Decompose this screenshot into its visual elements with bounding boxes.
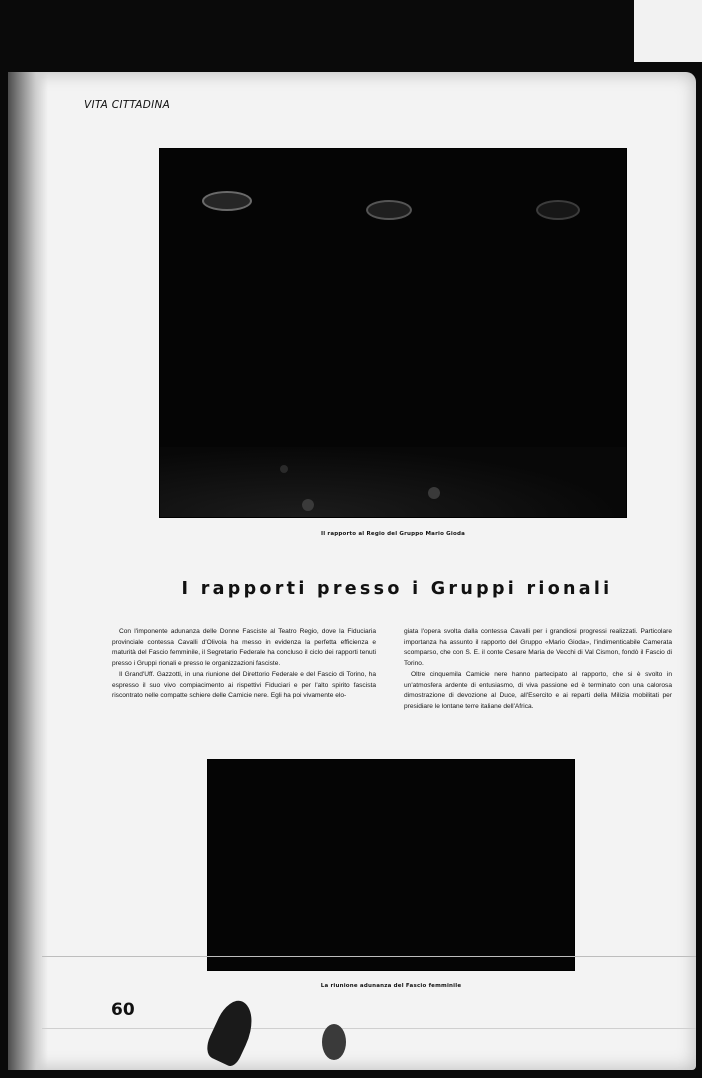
page-spine-shadow <box>8 72 48 1070</box>
paragraph: Il Grand'Uff. Gazzotti, in una riunione del Direttorio Federale e del Fascio di Torino, ha espresso il suo vivo compiacimento ai rispettivi Fiduciari e per l'alto spirito fascista riscontrato nelle compatte schiere delle Camicie nere. Egli ha poi vivamente elo- <box>112 670 376 700</box>
page-number: 60 <box>111 1000 135 1020</box>
chandelier <box>366 200 412 220</box>
theater-assembly-photo <box>160 149 626 517</box>
audience-head <box>280 465 288 473</box>
audience-head <box>302 499 314 511</box>
photo-caption: La riunione adunanza del Fascio femminile <box>320 983 462 989</box>
article-column-right <box>404 627 672 713</box>
chandelier <box>536 200 580 220</box>
scan-smudge <box>322 1024 346 1060</box>
section-label: VITA CITTADINA <box>84 99 171 111</box>
womens-assembly-photo <box>208 760 574 970</box>
audience-head <box>428 487 440 499</box>
scan-artifact-line <box>42 1028 696 1029</box>
paragraph: Oltre cinquemila Camicie nere hanno partecipato al rapporto, che si è svolto in un'atmosfera ardente di entusiasmo, di viva passione ed è terminato con una calorosa dimostrazione di devozione al Duce, all'Esercito e ai reparti della Milizia mobilitati per presidiare le lontane terre italiane dell'Africa. <box>404 670 672 710</box>
paragraph: Con l'imponente adunanza delle Donne Fasciste al Teatro Regio, dove la Fiduciaria provinciale contessa Cavalli d'Olivola ha messo in evidenza la perfetta efficienza e maturità del Fascio femminile, il Segretario Federale ha concluso il ciclo dei rapporti tenuti presso i Gruppi rionali e presso le organizzazioni fasciste. <box>112 628 376 668</box>
scan-artifact-line <box>42 956 696 957</box>
photo-caption: Il rapporto al Regio del Gruppo Mario Gioda <box>320 531 466 537</box>
audience-silhouette <box>160 447 626 517</box>
article-headline: I rapporti presso i Gruppi rionali <box>181 579 613 599</box>
chandelier <box>202 191 252 211</box>
article-column-left <box>112 627 376 702</box>
scan-background-corner <box>634 0 702 62</box>
paragraph: giata l'opera svolta dalla contessa Cavalli per i grandiosi progressi realizzati. Particolare importanza ha assunto il rapporto del Gruppo «Mario Gioda», l'indimenticabile Camerata scomparso, che con S. E. il conte Cesare Maria de Vecchi di Val Cismon, fondò il Fascio di Torino. <box>404 628 672 668</box>
